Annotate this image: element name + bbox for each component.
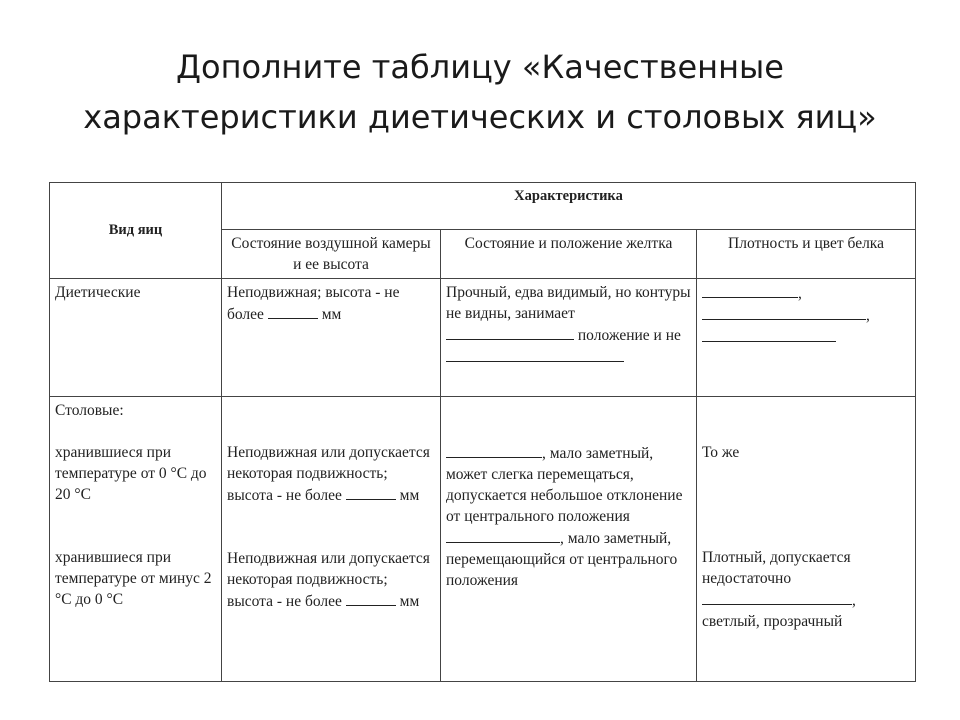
blank-field[interactable]: [446, 527, 560, 543]
table-eggs-air2-unit: мм: [399, 593, 420, 610]
table-eggs-sub2-label: хранившиеся при температуре от минус 2 °С до 0 °С: [55, 549, 212, 608]
blank-field[interactable]: [702, 304, 866, 320]
table-eggs-white2-text: Плотный, допускается недостаточно: [702, 549, 851, 587]
table-eggs-yolk1-text: , мало заметный, может слегка перемещаться, допускается небольшое отклонение от центрального положения: [446, 445, 683, 525]
slide-title: [40, 42, 920, 142]
blank-field[interactable]: [346, 484, 396, 500]
subheader-air-chamber: Состояние воздушной камеры и ее высота: [222, 230, 441, 279]
cell-table-eggs-kind: [50, 397, 222, 682]
blank-field[interactable]: [446, 442, 542, 458]
cell-table-eggs-yolk: [441, 397, 697, 682]
blank-field[interactable]: [268, 303, 318, 319]
blank-field[interactable]: [702, 326, 836, 342]
table-eggs-white1: То же: [702, 444, 740, 461]
cell-diet-yolk: [441, 279, 697, 397]
blank-field[interactable]: [446, 324, 574, 340]
cell-diet-white: [697, 279, 916, 397]
table-eggs-air2-text: Неподвижная или допускается некоторая подвижность; высота - не более: [227, 550, 430, 610]
cell-table-eggs-white: [697, 397, 916, 682]
blank-field[interactable]: [702, 282, 798, 298]
table-eggs-white2-sep: ,: [852, 592, 856, 609]
blank-field[interactable]: [702, 589, 852, 605]
table-eggs-yolk2-text: , мало заметный, перемещающийся от центрального положения: [446, 530, 678, 589]
cell-diet-kind: Диетические: [50, 279, 222, 397]
table-eggs-sub1-label: хранившиеся при температуре от 0 °С до 20 °С: [55, 444, 207, 503]
egg-characteristics-table: [49, 182, 916, 682]
diet-air-unit: мм: [321, 306, 342, 323]
diet-white-sep: ,: [798, 285, 802, 302]
table-eggs-kind: Столовые:: [55, 402, 124, 419]
table-eggs-white2-tail: светлый, прозрачный: [702, 613, 843, 630]
header-characteristic: Характеристика: [222, 183, 916, 230]
diet-white-sep: ,: [866, 307, 870, 324]
table-row-table-eggs: [50, 397, 916, 682]
header-row: [50, 183, 916, 230]
title-line-1: Дополните таблицу «Качественные: [176, 48, 784, 86]
table-eggs-air1-text: Неподвижная или допускается некоторая подвижность; высота - не более: [227, 444, 430, 504]
header-egg-kind: Вид яиц: [50, 183, 222, 279]
diet-yolk-text: Прочный, едва видимый, но контуры не видны, занимает: [446, 284, 691, 322]
diet-air-text: Неподвижная; высота - не более: [227, 284, 400, 323]
cell-table-eggs-air: [222, 397, 441, 682]
subheader-yolk: Состояние и положение желтка: [441, 230, 697, 279]
cell-diet-air: [222, 279, 441, 397]
blank-field[interactable]: [446, 346, 624, 362]
table-row-diet: [50, 279, 916, 397]
blank-field[interactable]: [346, 590, 396, 606]
title-line-2: характеристики диетических и столовых яиц»: [83, 98, 877, 136]
table-eggs-air1-unit: мм: [399, 487, 420, 504]
subheader-white: Плотность и цвет белка: [697, 230, 916, 279]
diet-yolk-mid: положение и не: [577, 327, 681, 344]
